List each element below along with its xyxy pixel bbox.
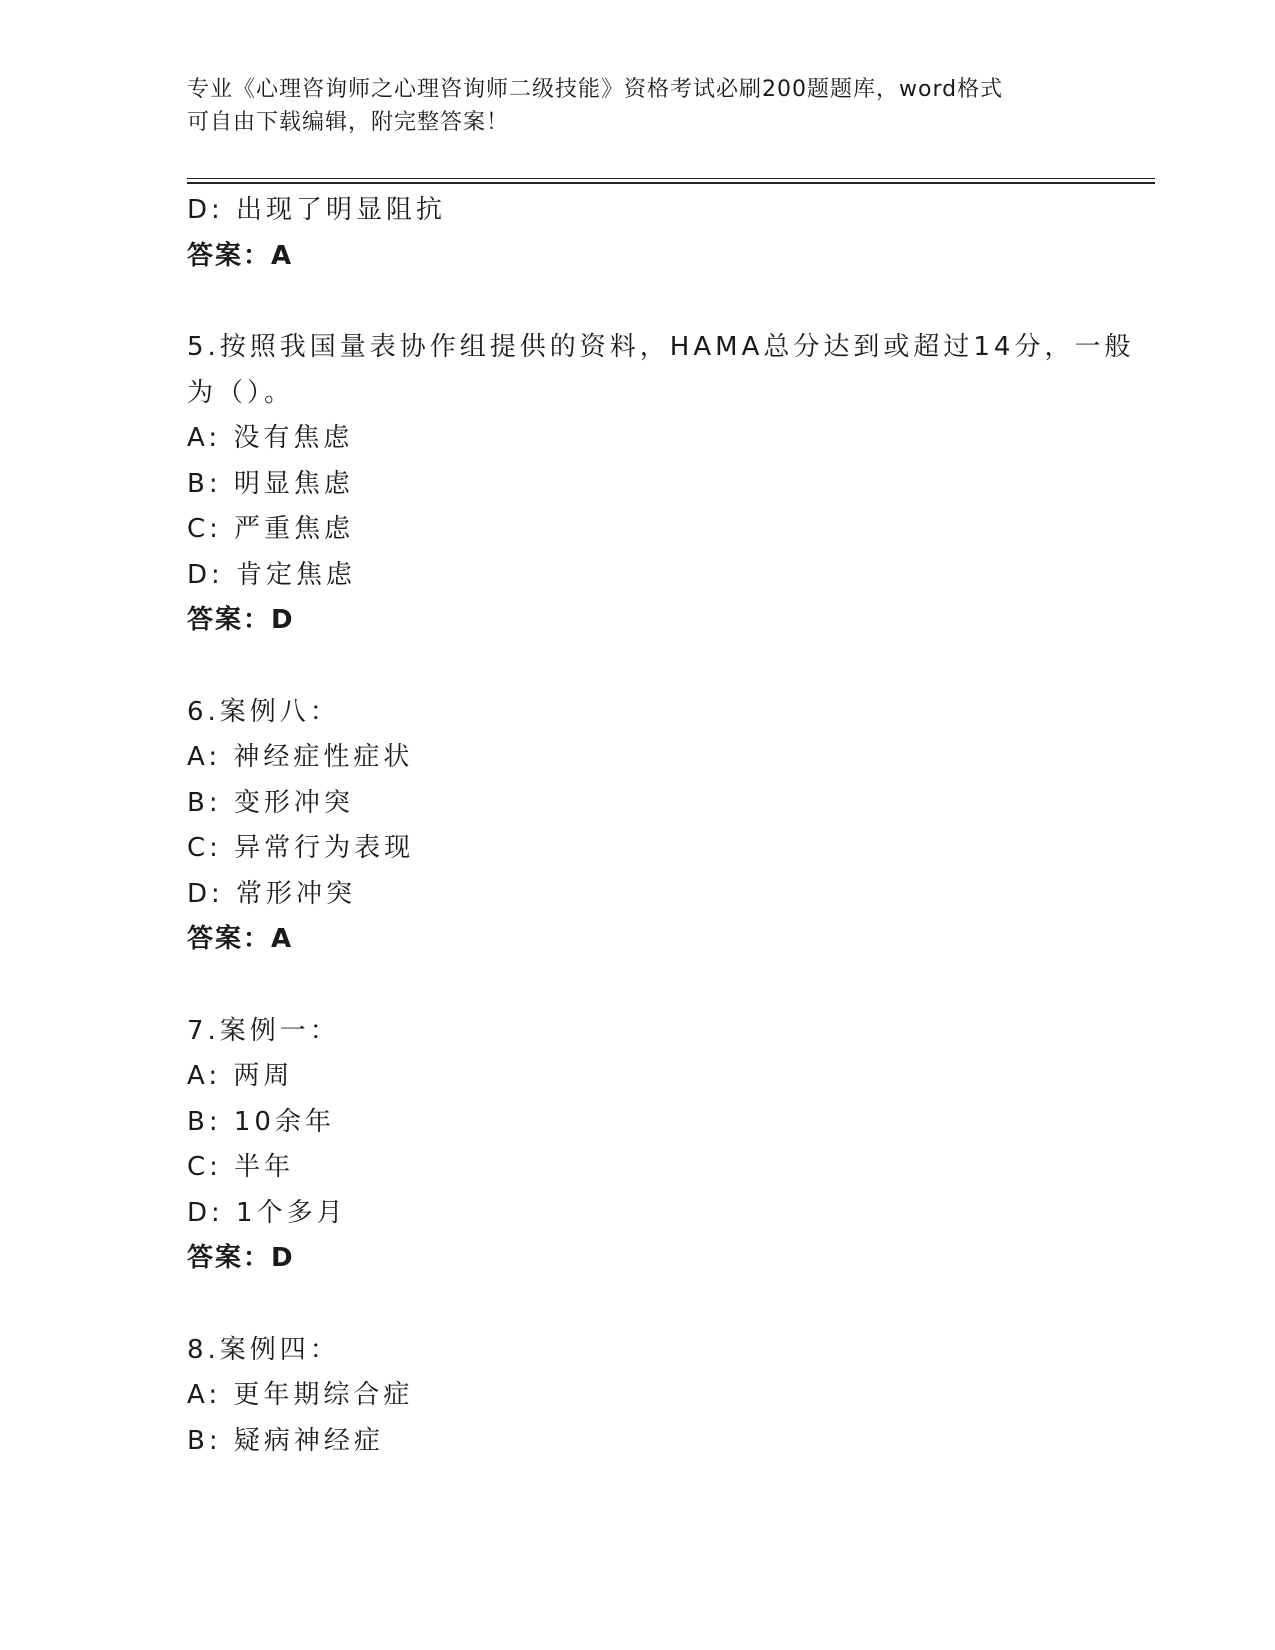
- option-d: D: 常形冲突: [187, 878, 357, 909]
- spacer: [187, 279, 1087, 325]
- header-line-2: 可自由下载编辑，附完整答案！: [187, 110, 510, 135]
- question-title-cont: 为（）。: [187, 377, 295, 408]
- document-header: [187, 73, 1087, 139]
- option-c: C: 半年: [187, 1152, 295, 1182]
- question-title: 5.按照我国量表协作组提供的资料，HAMA总分达到或超过14分，一般: [187, 332, 1135, 362]
- question-list: [187, 188, 1135, 1464]
- question-7: [187, 1009, 1087, 1282]
- header-divider-thin: [187, 178, 1155, 179]
- option-a: A: 神经症性症状: [187, 742, 414, 772]
- header-divider-thick: [187, 182, 1155, 184]
- option-b: B: 10余年: [187, 1106, 335, 1137]
- option-c: C: 异常行为表现: [187, 833, 415, 863]
- option-b: B: 变形冲突: [187, 787, 354, 818]
- prev-option-d: D: 出现了明显阻抗: [187, 195, 447, 225]
- option-b: B: 疑病神经症: [187, 1425, 384, 1456]
- prev-answer: 答案：A: [187, 240, 294, 271]
- spacer: [187, 1282, 1087, 1328]
- answer: 答案：A: [187, 924, 294, 954]
- answer: 答案：D: [187, 605, 295, 635]
- option-c: C: 严重焦虑: [187, 514, 355, 544]
- option-d: D: 肯定焦虑: [187, 559, 357, 590]
- option-a: A: 更年期综合症: [187, 1380, 414, 1410]
- question-title: 7.案例一：: [187, 1015, 340, 1046]
- question-8: [187, 1328, 1087, 1465]
- question-title: 6.案例八：: [187, 696, 340, 727]
- question-5: [187, 325, 1135, 644]
- spacer: [187, 644, 1087, 690]
- option-b: B: 明显焦虑: [187, 468, 354, 499]
- option-a: A: 两周: [187, 1061, 294, 1091]
- question-6: [187, 690, 1087, 963]
- option-a: A: 没有焦虑: [187, 423, 354, 453]
- spacer: [187, 963, 1087, 1009]
- option-d: D: 1个多月: [187, 1197, 347, 1228]
- answer: 答案：D: [187, 1243, 295, 1273]
- question-title: 8.案例四：: [187, 1334, 340, 1365]
- header-line-1: 专业《心理咨询师之心理咨询师二级技能》资格考试必刷200题题库，word格式: [187, 77, 1004, 102]
